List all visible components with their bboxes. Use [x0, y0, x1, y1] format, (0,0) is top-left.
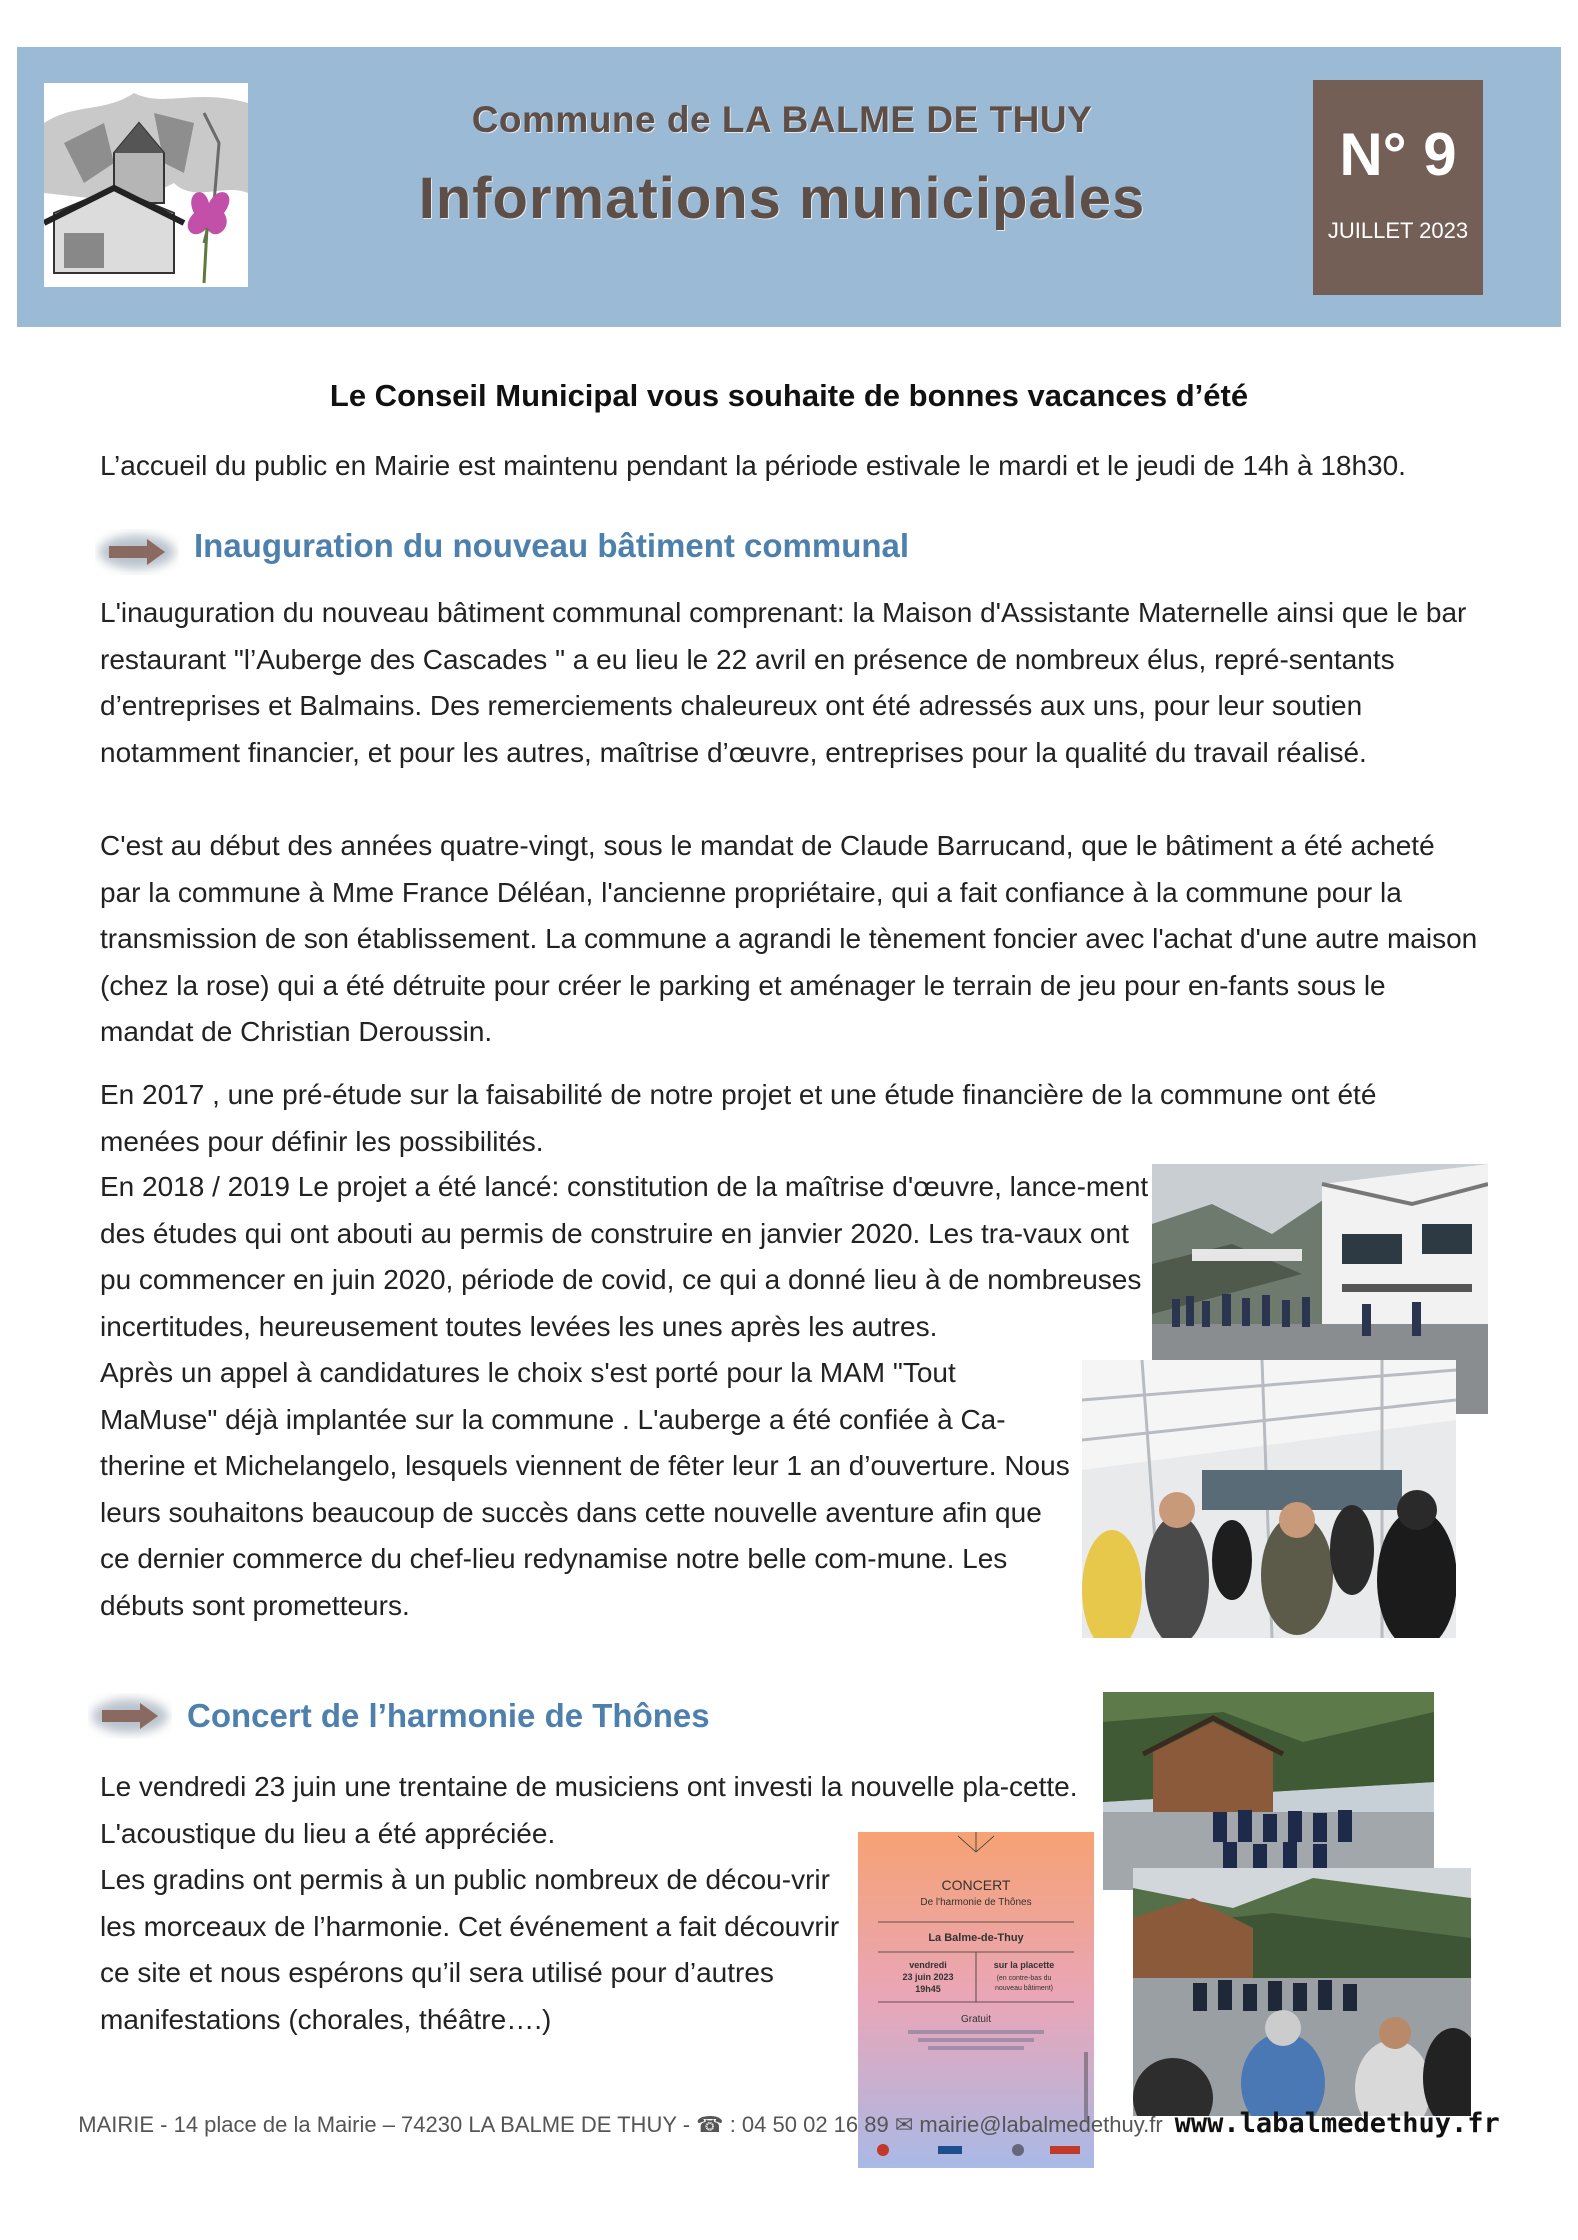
- poster-location-3: nouveau bâtiment): [995, 1985, 1053, 1992]
- poster-location-2: (en contre-bas du: [996, 1975, 1052, 1982]
- section-title-concert: Concert de l’harmonie de Thônes: [187, 1697, 710, 1734]
- commune-logo: [44, 83, 248, 287]
- poster-date-2: 23 juin 2023: [902, 1972, 954, 1982]
- poster-price: Gratuit: [960, 2014, 992, 2025]
- footer-website[interactable]: www.labalmedethuy.fr: [1174, 2108, 1500, 2139]
- inauguration-paragraph-4: En 2018 / 2019 Le projet a été lancé: constitution de la maîtrise d'œuvre, lance-ment des études qui ont abouti au permis de construire en janvier 2020. Les tra-vaux ont pu commencer en juin 2020, période de covid, ce qui a donné lieu à de nombreuses incertitudes, heureusement toutes levées les unes après les autres.: [100, 1171, 1149, 1342]
- footer-email[interactable]: mairie@labalmedethuy.fr: [913, 2112, 1163, 2137]
- email-icon: ✉: [894, 2112, 914, 2137]
- arrow-right-icon: [88, 1693, 172, 1739]
- commune-name: Commune de LA BALME DE THUY: [471, 99, 1093, 140]
- footer-address: MAIRIE - 14 place de la Mairie – 74230 LA BALME DE THUY -: [78, 2112, 697, 2137]
- issue-box: [1313, 80, 1483, 295]
- issue-date: JUILLET 2023: [1327, 218, 1469, 243]
- concert-paragraph-1: Le vendredi 23 juin une trentaine de musiciens ont investi la nouvelle pla-cette. L'acoustique du lieu a été appréciée.: [100, 1771, 1078, 1849]
- footer: [0, 2108, 1578, 2139]
- inauguration-paragraph-3: En 2017 , une pré-étude sur la faisabilité de notre projet et une étude financière de la commune ont été menées pour définir les possibilités.: [100, 1079, 1377, 1157]
- inauguration-paragraph-5: Après un appel à candidatures le choix s'est porté pour la MAM "Tout MaMuse" déjà implantée sur la commune . L'auberge a été confiée à Ca-therine et Michelangelo, lesquels viennent de fêter leur 1 an d’ouverture. Nous leurs souhaitons beaucoup de succès dans cette nouvelle aventure afin que ce dernier commerce du chef-lieu redynamise notre belle com-mune. Les débuts sont prometteurs.: [100, 1357, 1070, 1621]
- poster-place: La Balme-de-Thuy: [928, 1932, 1024, 1944]
- poster-date-3: 19h45: [915, 1984, 941, 1994]
- footer-phone: : 04 50 02 16 89: [723, 2112, 895, 2137]
- poster-title: CONCERT: [941, 1877, 1011, 1893]
- arrow-right-icon: [95, 529, 179, 575]
- header-banner: [17, 47, 1561, 327]
- poster-location-1: sur la placette: [993, 1960, 1055, 1970]
- inauguration-paragraph-2: C'est au début des années quatre-vingt, sous le mandat de Claude Barrucand, que le bâtiment a été acheté par la commune à Mme France Déléan, l'ancienne propriétaire, qui a fait confiance à la commune pour la transmission de son établissement. La commune a agrandi le tènement foncier avec l'achat d'une autre maison (chez la rose) qui a été détruite pour créer le parking et aménager le terrain de jeu pour en-fants sous le mandat de Christian Deroussin.: [100, 830, 1478, 1047]
- poster-date-1: vendredi: [909, 1960, 947, 1970]
- concert-paragraph-2: Les gradins ont permis à un public nombreux de décou-vrir les morceaux de l’harmonie. Cet événement a fait découvrir ce site et nous espérons qu’il sera utilisé pour d’autres manifestations (chorales, théâtre….): [100, 1864, 840, 2035]
- headline: Le Conseil Municipal vous souhaite de bonnes vacances d’été: [329, 378, 1249, 413]
- concert-photo-chalet: [1103, 1692, 1434, 1890]
- issue-number: N° 9: [1339, 121, 1457, 188]
- newsletter-title: Informations municipales: [418, 166, 1146, 231]
- phone-icon: ☎: [696, 2112, 724, 2137]
- inauguration-paragraph-1: L'inauguration du nouveau bâtiment communal comprenant: la Maison d'Assistante Maternelle ainsi que le bar restaurant "l’Auberge des Cascades " a eu lieu le 22 avril en présence de nombreux élus, repré-sentants d’entreprises et Balmains. Des remerciements chaleureux ont été adressés aux uns, pour leur soutien notamment financier, et pour les autres, maîtrise d’œuvre, entreprises pour la qualité du travail réalisé.: [100, 597, 1467, 768]
- intro-text: L’accueil du public en Mairie est maintenu pendant la période estivale le mardi et le jeudi de 14h à 18h30.: [100, 450, 1406, 481]
- inauguration-tent-photo: [1082, 1360, 1456, 1638]
- section-title-inauguration: Inauguration du nouveau bâtiment communal: [194, 527, 910, 564]
- concert-photo-audience: [1133, 1868, 1471, 2116]
- poster-subtitle: De l'harmonie de Thônes: [920, 1897, 1032, 1908]
